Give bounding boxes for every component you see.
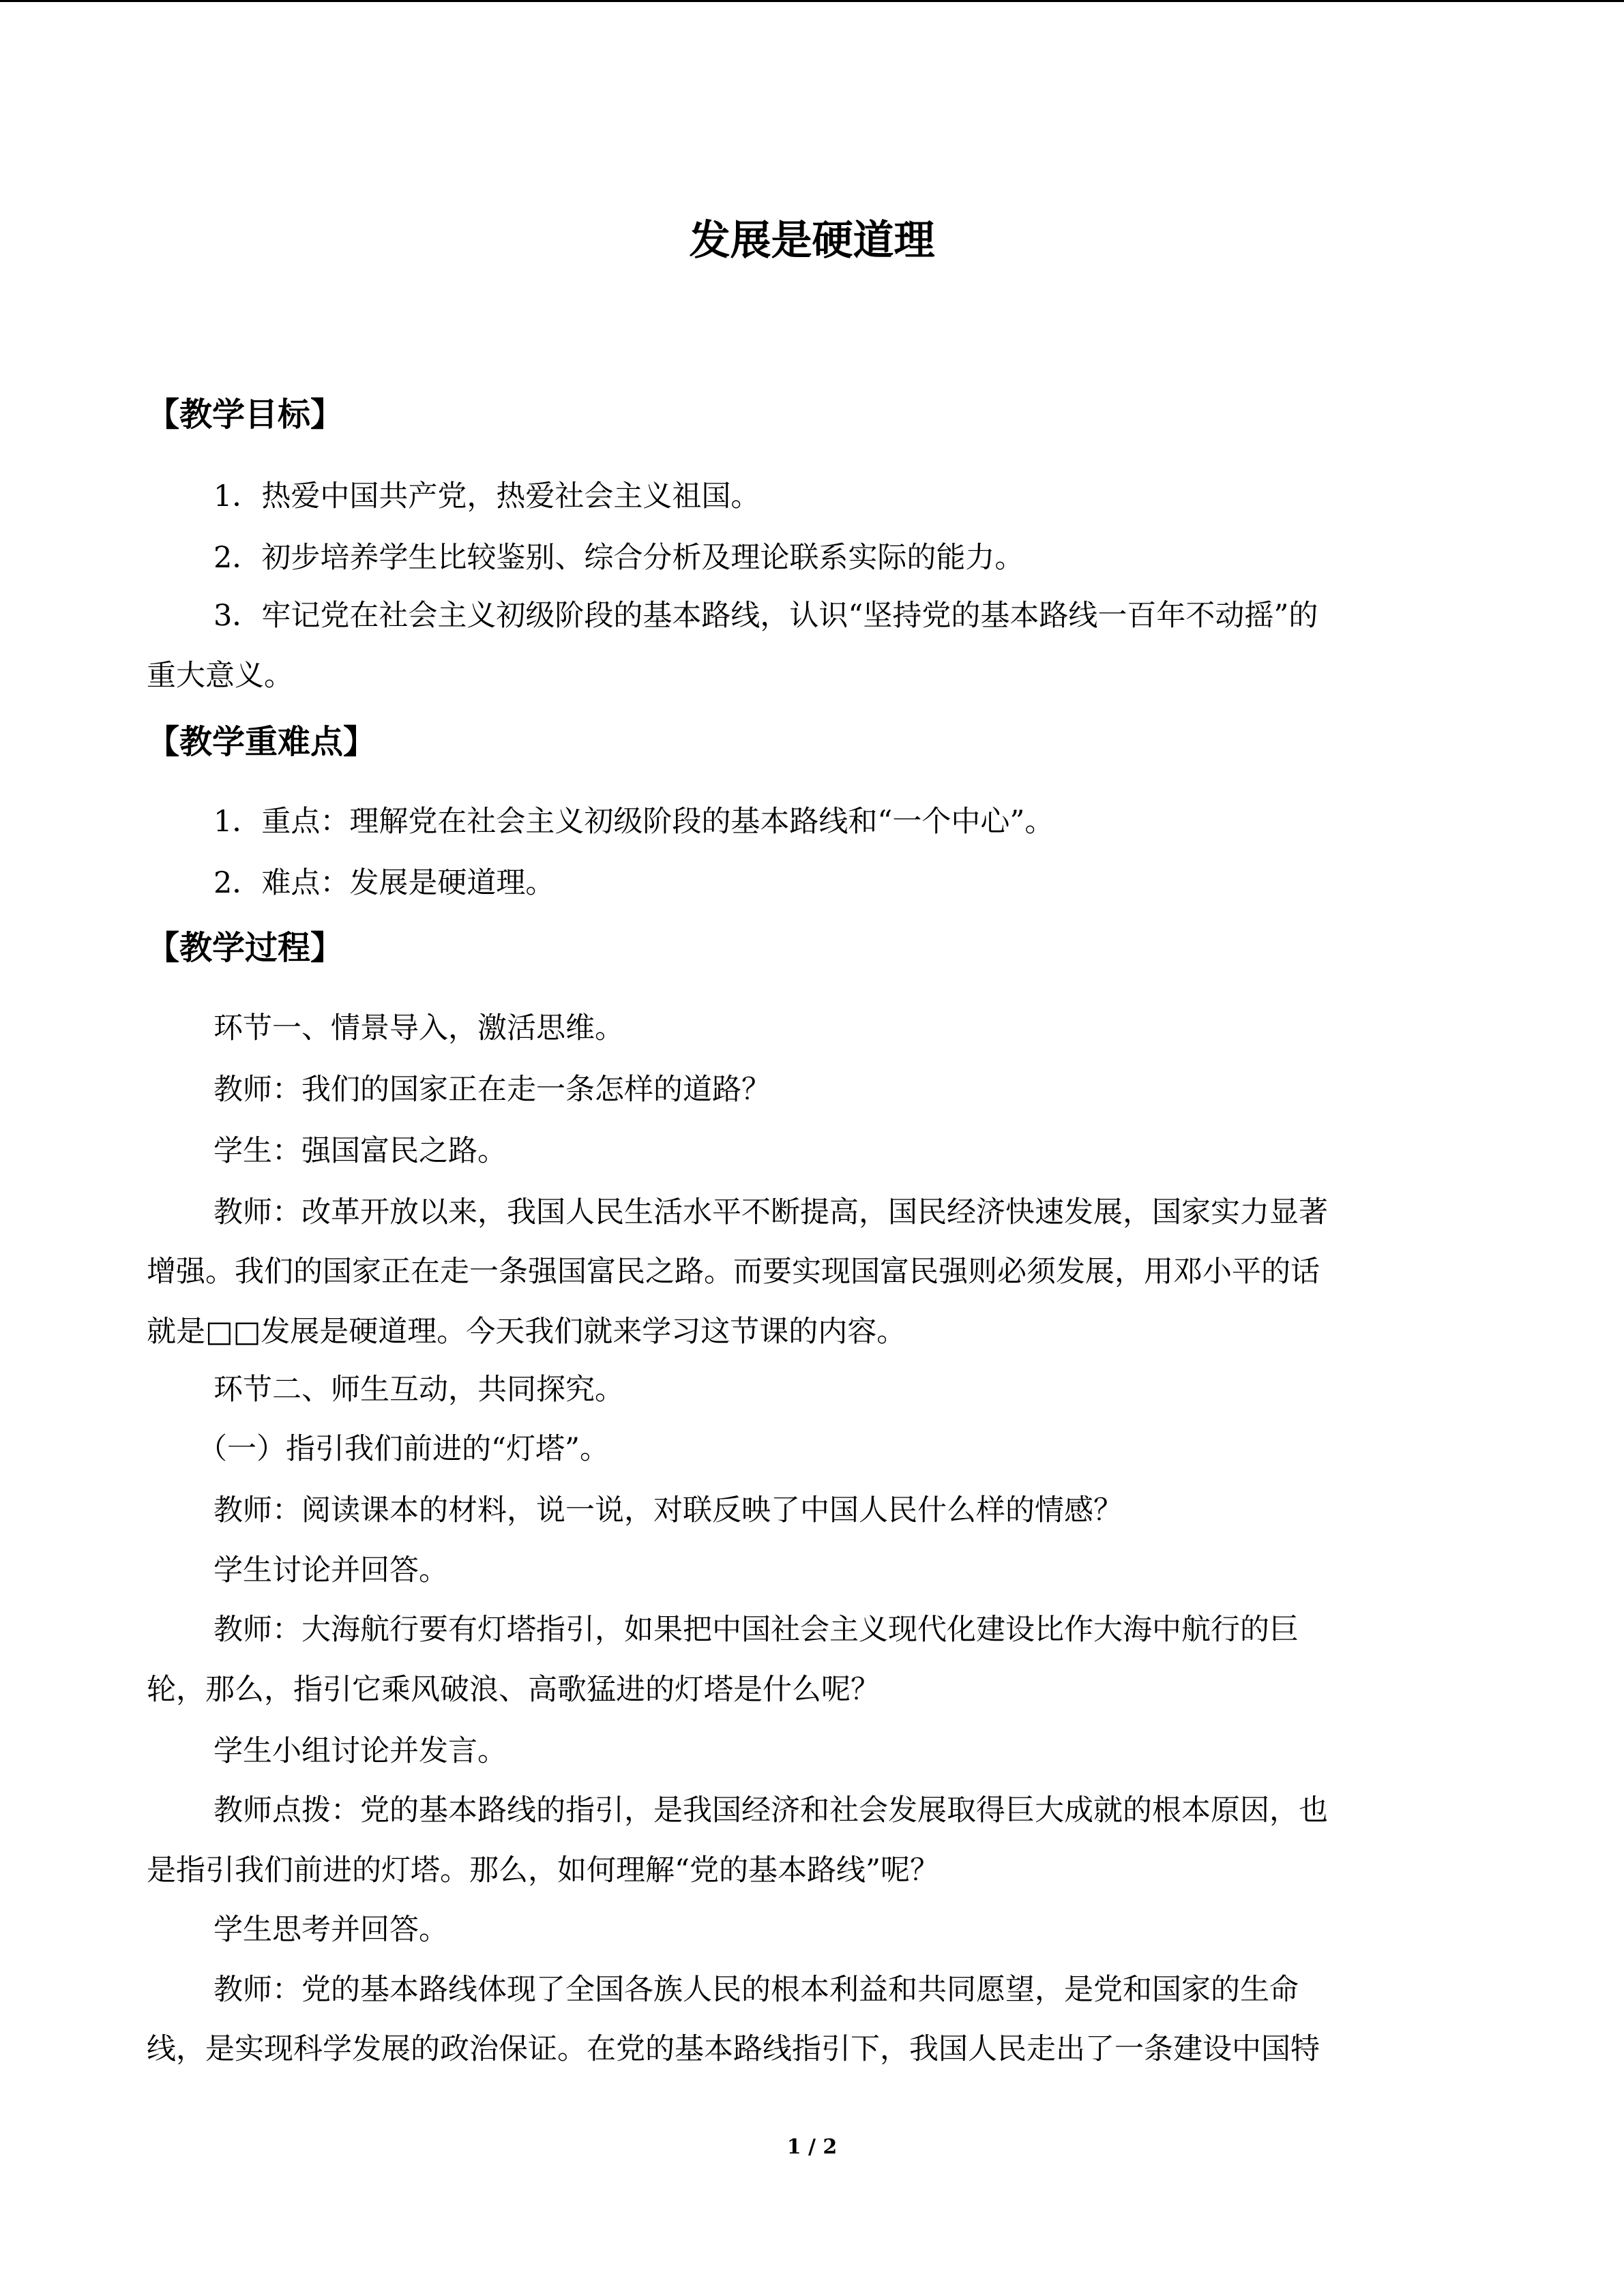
process-line: 是指引我们前进的灯塔。那么，如何理解“党的基本路线”呢？ — [147, 1853, 939, 1888]
process-line: 教师：改革开放以来，我国人民生活水平不断提高，国民经济快速发展，国家实力显著 — [213, 1195, 1328, 1229]
process-line: 教师点拨：党的基本路线的指引，是我国经济和社会发展取得巨大成就的根本原因，也 — [213, 1793, 1328, 1828]
section-heading-key-points: 【教学重难点】 — [147, 723, 377, 761]
page-number: 1 / 2 — [786, 2135, 838, 2159]
document-title: 发展是硬道理 — [689, 217, 935, 265]
process-line: 教师：阅读课本的材料，说一说，对联反映了中国人民什么样的情感？ — [213, 1493, 1123, 1527]
goal-item: 3．牢记党在社会主义初级阶段的基本路线，认识“坚持党的基本路线一百年不动摇”的 — [213, 599, 1318, 633]
key-point-item: 1．重点：理解党在社会主义初级阶段的基本路线和“一个中心”。 — [213, 805, 1054, 839]
section-heading-goals: 【教学目标】 — [147, 396, 344, 434]
goal-item-continued: 重大意义。 — [147, 659, 293, 693]
section-heading-process: 【教学过程】 — [147, 929, 344, 967]
goal-item: 2．初步培养学生比较鉴别、综合分析及理论联系实际的能力。 — [213, 541, 1024, 575]
process-line: 教师：党的基本路线体现了全国各族人民的根本利益和共同愿望，是党和国家的生命 — [213, 1973, 1299, 2007]
process-line: 学生小组讨论并发言。 — [213, 1734, 507, 1768]
process-line: 学生：强国富民之路。 — [213, 1134, 507, 1168]
process-subheading: （一）指引我们前进的“灯塔”。 — [198, 1432, 609, 1466]
goal-item: 1．热爱中国共产党，热爱社会主义祖国。 — [213, 479, 761, 513]
process-line: 增强。我们的国家正在走一条强国富民之路。而要实现国富民强则必须发展，用邓小平的话 — [147, 1255, 1320, 1289]
process-line: 就是□□发展是硬道理。今天我们就来学习这节课的内容。 — [147, 1315, 906, 1349]
process-line: 教师：我们的国家正在走一条怎样的道路？ — [213, 1073, 771, 1107]
process-line: 学生讨论并回答。 — [213, 1553, 448, 1587]
process-line: 环节一、情景导入，激活思维。 — [213, 1011, 624, 1045]
process-line: 教师：大海航行要有灯塔指引，如果把中国社会主义现代化建设比作大海中航行的巨 — [213, 1613, 1299, 1647]
process-line: 学生思考并回答。 — [213, 1913, 448, 1947]
process-line: 轮，那么，指引它乘风破浪、高歌猛进的灯塔是什么呢？ — [147, 1673, 880, 1707]
process-line: 环节二、师生互动，共同探究。 — [213, 1373, 624, 1407]
key-point-item: 2．难点：发展是硬道理。 — [213, 866, 555, 900]
process-line: 线，是实现科学发展的政治保证。在党的基本路线指引下，我国人民走出了一条建设中国特 — [147, 2032, 1320, 2066]
